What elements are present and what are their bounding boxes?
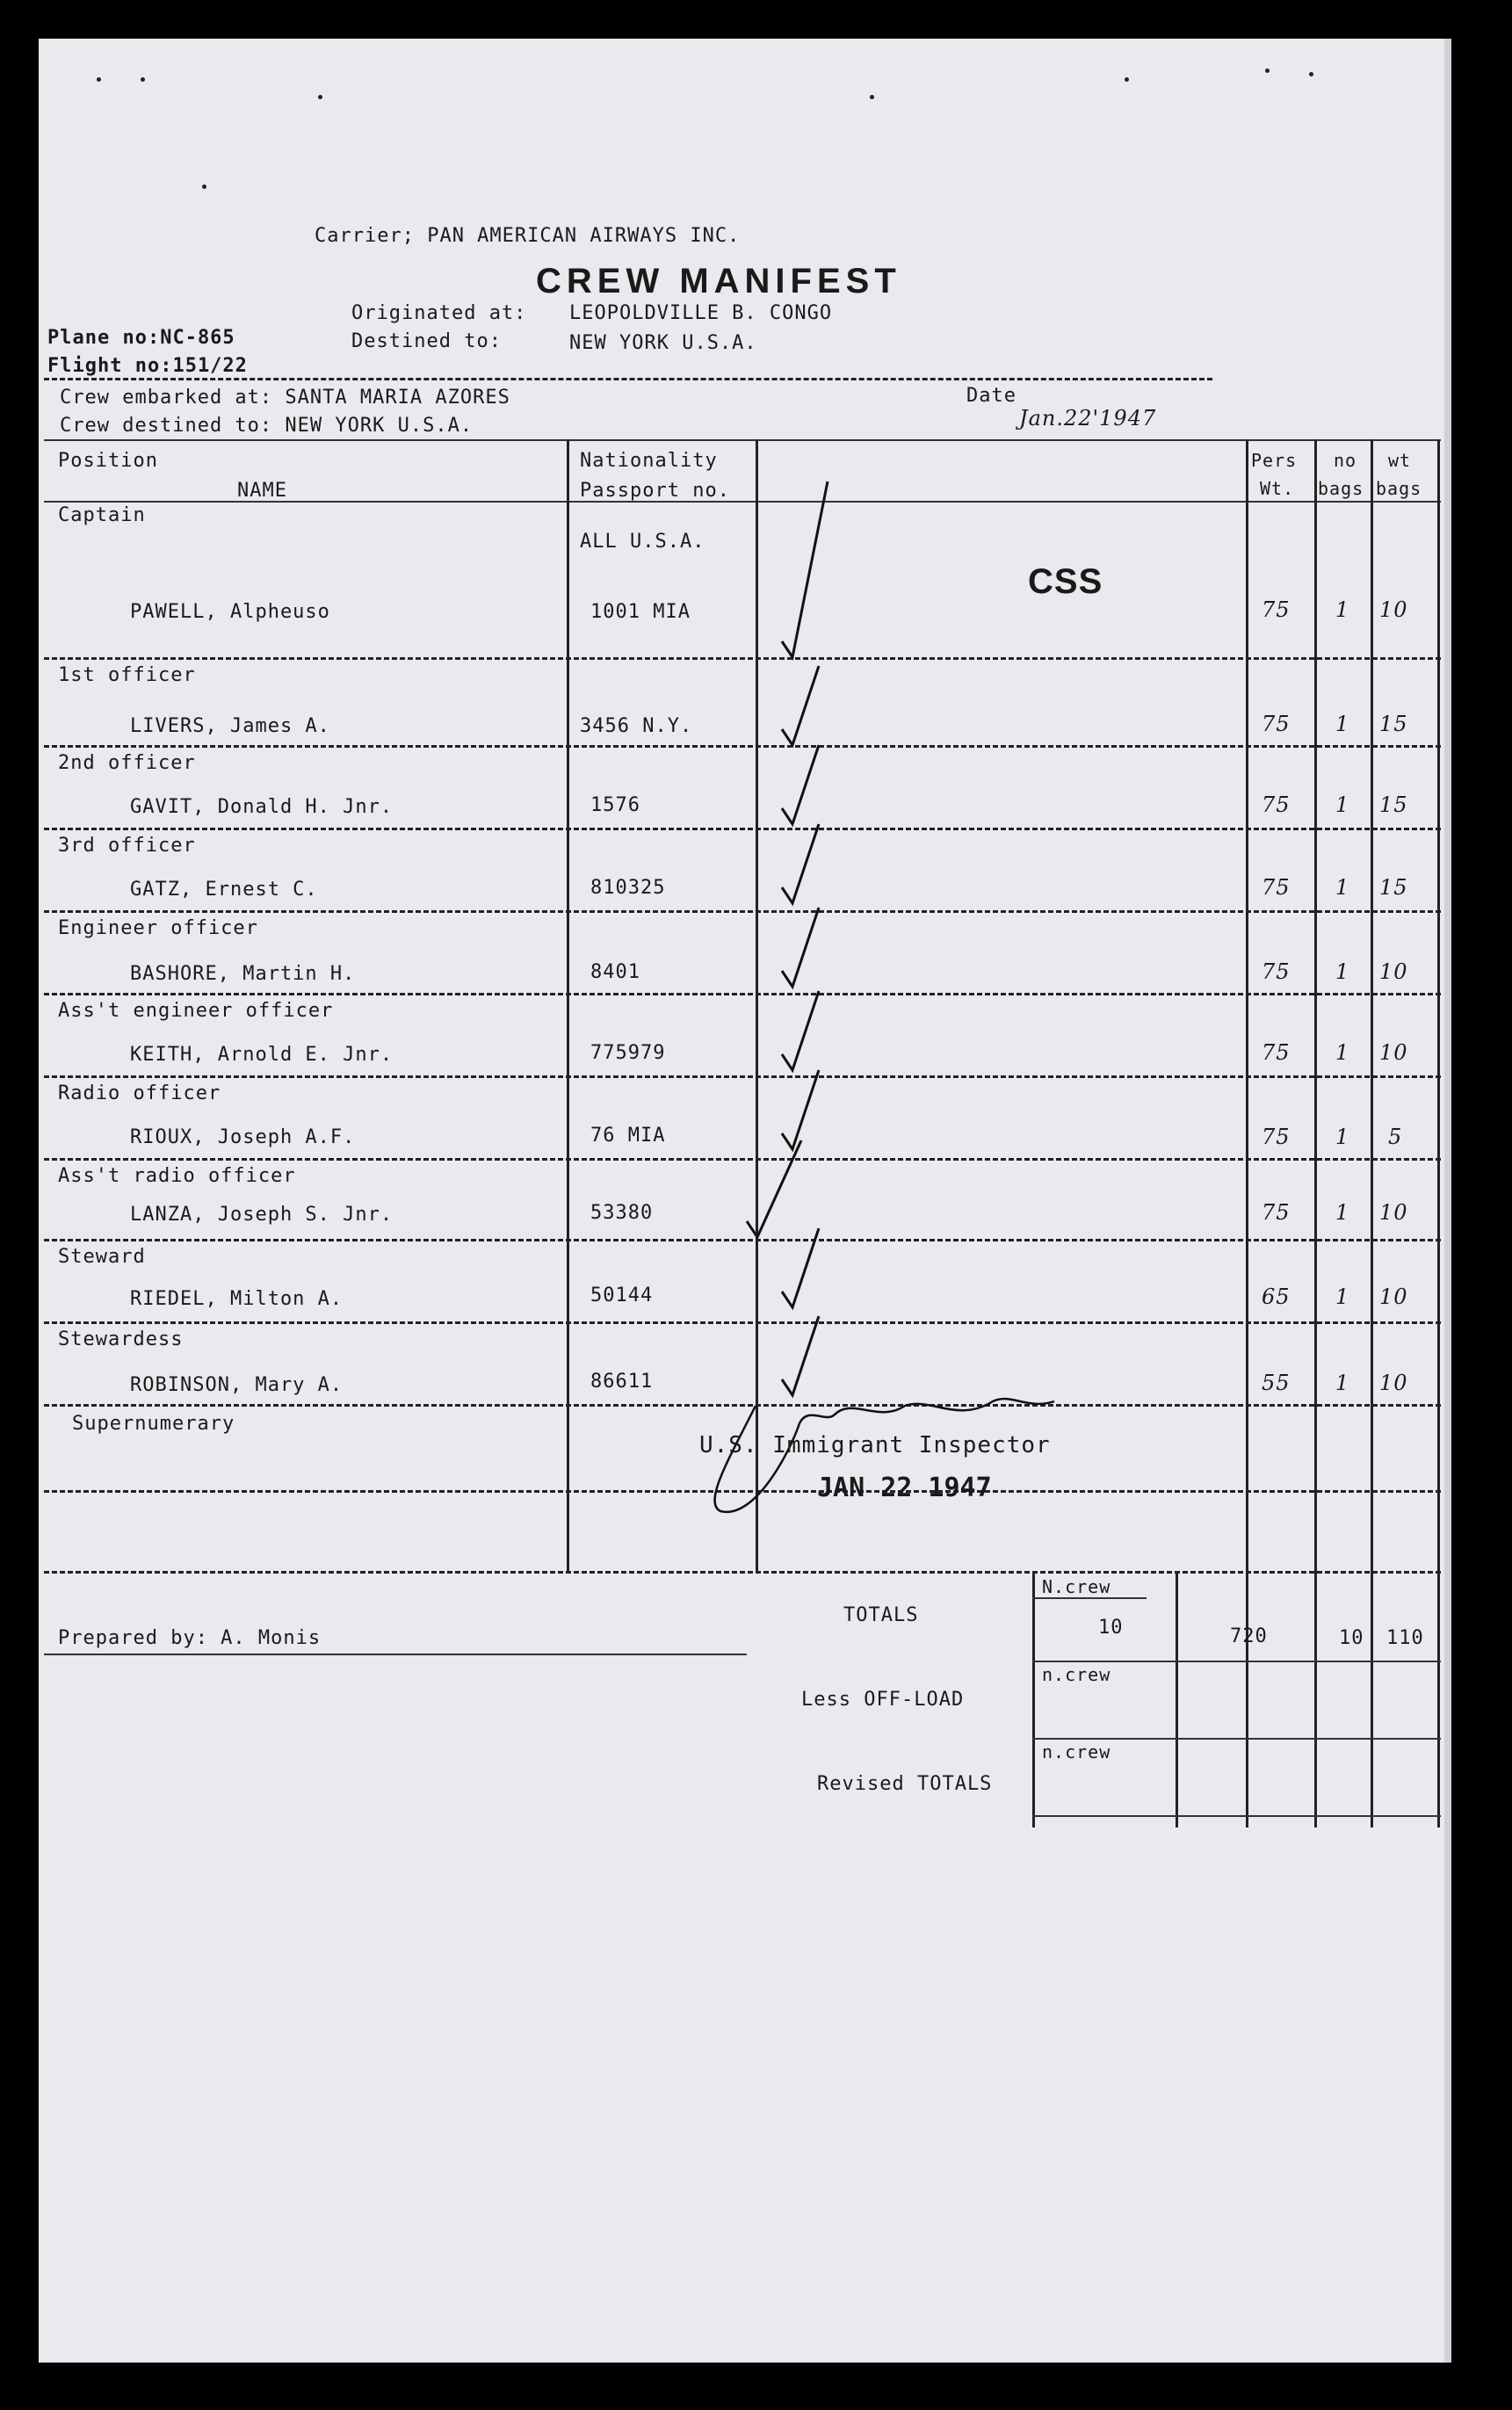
col-wt-bags: wt [1388, 450, 1412, 471]
crew-bags: 1 [1335, 1371, 1350, 1395]
crew-name: RIEDEL, Milton A. [130, 1288, 344, 1310]
crew-passport: 8401 [590, 961, 640, 983]
total-wt-bags: 110 [1386, 1627, 1424, 1649]
rule [1032, 1661, 1441, 1662]
crew-name: RIOUX, Joseph A.F. [130, 1126, 356, 1148]
crew-position: Steward [58, 1246, 146, 1268]
row-rule [44, 1571, 1441, 1574]
crew-bags: 1 [1335, 1285, 1350, 1309]
col-pers-wt-2: Wt. [1260, 478, 1295, 499]
crew-wt-bags: 5 [1388, 1125, 1403, 1149]
speck [202, 185, 206, 189]
inspector-signature [694, 1388, 1107, 1529]
date-label: Date [966, 385, 1016, 407]
crew-wt-bags: 15 [1379, 792, 1408, 817]
crew-bags: 1 [1335, 1200, 1350, 1225]
totals-divider [1176, 1573, 1178, 1827]
crew-passport: 50144 [590, 1285, 654, 1306]
col-position: Position [58, 450, 158, 472]
crew-bags: 1 [1335, 597, 1350, 622]
column-divider [567, 439, 569, 1573]
crew-bags: 1 [1335, 1125, 1350, 1149]
crew-passport: 1001 MIA [590, 601, 691, 623]
inspector-date-stamp: JAN 22 1947 [817, 1473, 992, 1503]
totals-divider [1032, 1573, 1035, 1827]
crew-passport: 53380 [590, 1202, 654, 1224]
speck [141, 77, 145, 82]
crew-pers-wt: 75 [1262, 875, 1291, 900]
crew-name: GAVIT, Donald H. Jnr. [130, 796, 394, 818]
crew-passport: 76 MIA [590, 1125, 666, 1147]
flight-number: Flight no:151/22 [47, 355, 248, 377]
prepared-by: Prepared by: A. Monis [58, 1627, 322, 1649]
crew-name: PAWELL, Alpheuso [130, 601, 330, 623]
originated-value: LEOPOLDVILLE B. CONGO [569, 302, 833, 324]
crew-bags: 1 [1335, 792, 1350, 817]
column-divider [1246, 439, 1248, 1827]
revised-totals-label: Revised TOTALS [817, 1773, 993, 1795]
crew-position: 2nd officer [58, 752, 196, 774]
crew-passport: 1576 [590, 794, 640, 816]
inspector-title: U.S. Immigrant Inspector [699, 1432, 1051, 1458]
crew-pers-wt: 75 [1262, 959, 1291, 984]
crew-position: Engineer officer [58, 917, 258, 939]
crew-position: Stewardess [58, 1328, 184, 1350]
crew-passport: 775979 [590, 1042, 666, 1064]
supernumerary-label: Supernumerary [72, 1413, 235, 1435]
column-divider [1437, 439, 1440, 1827]
totals-label: TOTALS [843, 1604, 919, 1626]
n-crew-value: 10 [1098, 1617, 1124, 1639]
col-wt-bags-2: bags [1376, 478, 1422, 499]
crew-pers-wt: 75 [1262, 1125, 1291, 1149]
rule [1032, 1738, 1441, 1740]
destined-label: Destined to: [351, 330, 502, 352]
crew-wt-bags: 10 [1379, 1371, 1408, 1395]
col-pers-wt: Pers [1251, 450, 1298, 471]
crew-wt-bags: 15 [1379, 712, 1408, 736]
document-title: CREW MANIFEST [536, 262, 901, 300]
date-value: Jan.22'1947 [1019, 406, 1157, 431]
crew-destined: Crew destined to: NEW YORK U.S.A. [60, 415, 474, 437]
crew-wt-bags: 15 [1379, 875, 1408, 900]
crew-name: LANZA, Joseph S. Jnr. [130, 1204, 394, 1226]
crew-bags: 1 [1335, 712, 1350, 736]
nationality-note: ALL U.S.A. [580, 531, 705, 553]
column-divider [1371, 439, 1373, 1827]
col-passport: Passport no. [580, 480, 730, 502]
crew-position: Ass't radio officer [58, 1165, 296, 1187]
crew-embarked: Crew embarked at: SANTA MARIA AZORES [60, 387, 510, 409]
crew-name: GATZ, Ernest C. [130, 879, 318, 901]
column-divider [1314, 439, 1317, 1827]
speck [1265, 69, 1270, 73]
less-offload-label: Less OFF-LOAD [801, 1689, 965, 1711]
crew-pers-wt: 55 [1262, 1371, 1291, 1395]
crew-name: LIVERS, James A. [130, 715, 330, 737]
rule [44, 439, 1441, 441]
check-marks [720, 448, 931, 1502]
crew-passport: 810325 [590, 877, 666, 899]
rule [1032, 1815, 1441, 1817]
revised-crew-label: n.crew [1042, 1741, 1111, 1762]
code-mark: CSS [1028, 562, 1103, 601]
crew-wt-bags: 10 [1379, 959, 1408, 984]
crew-wt-bags: 10 [1379, 597, 1408, 622]
crew-pers-wt: 65 [1262, 1285, 1291, 1309]
crew-pers-wt: 75 [1262, 1040, 1291, 1065]
crew-position: Ass't engineer officer [58, 1000, 334, 1022]
crew-name: ROBINSON, Mary A. [130, 1374, 344, 1396]
col-no-bags: no [1334, 450, 1357, 471]
total-pers-wt: 720 [1230, 1625, 1268, 1647]
total-bags: 10 [1339, 1627, 1364, 1649]
crew-wt-bags: 10 [1379, 1040, 1408, 1065]
destined-value: NEW YORK U.S.A. [569, 332, 757, 354]
speck [1125, 77, 1129, 82]
originated-label: Originated at: [351, 302, 527, 324]
crew-bags: 1 [1335, 959, 1350, 984]
crew-name: KEITH, Arnold E. Jnr. [130, 1044, 394, 1066]
speck [1309, 72, 1313, 76]
crew-pers-wt: 75 [1262, 1200, 1291, 1225]
crew-position: Captain [58, 504, 146, 526]
crew-pers-wt: 75 [1262, 712, 1291, 736]
crew-position: 1st officer [58, 664, 196, 686]
col-name: NAME [237, 480, 287, 502]
crew-bags: 1 [1335, 1040, 1350, 1065]
crew-wt-bags: 10 [1379, 1200, 1408, 1225]
n-crew-label: N.crew [1042, 1576, 1111, 1597]
speck [97, 77, 101, 82]
crew-pers-wt: 75 [1262, 597, 1291, 622]
col-no-bags-2: bags [1318, 478, 1364, 499]
rule [44, 378, 1212, 380]
crew-name: BASHORE, Martin H. [130, 963, 356, 985]
crew-bags: 1 [1335, 875, 1350, 900]
carrier: Carrier; PAN AMERICAN AIRWAYS INC. [315, 225, 741, 247]
crew-pers-wt: 75 [1262, 792, 1291, 817]
crew-position: 3rd officer [58, 835, 196, 857]
crew-passport: 3456 N.Y. [580, 715, 693, 737]
rule [1032, 1597, 1147, 1599]
speck [870, 95, 874, 99]
crew-passport: 86611 [590, 1371, 654, 1393]
col-nationality: Nationality [580, 450, 718, 472]
crew-position: Radio officer [58, 1082, 221, 1104]
less-crew-label: n.crew [1042, 1664, 1111, 1685]
crew-wt-bags: 10 [1379, 1285, 1408, 1309]
speck [318, 95, 322, 99]
plane-number: Plane no:NC-865 [47, 327, 235, 349]
rule [44, 1654, 747, 1655]
